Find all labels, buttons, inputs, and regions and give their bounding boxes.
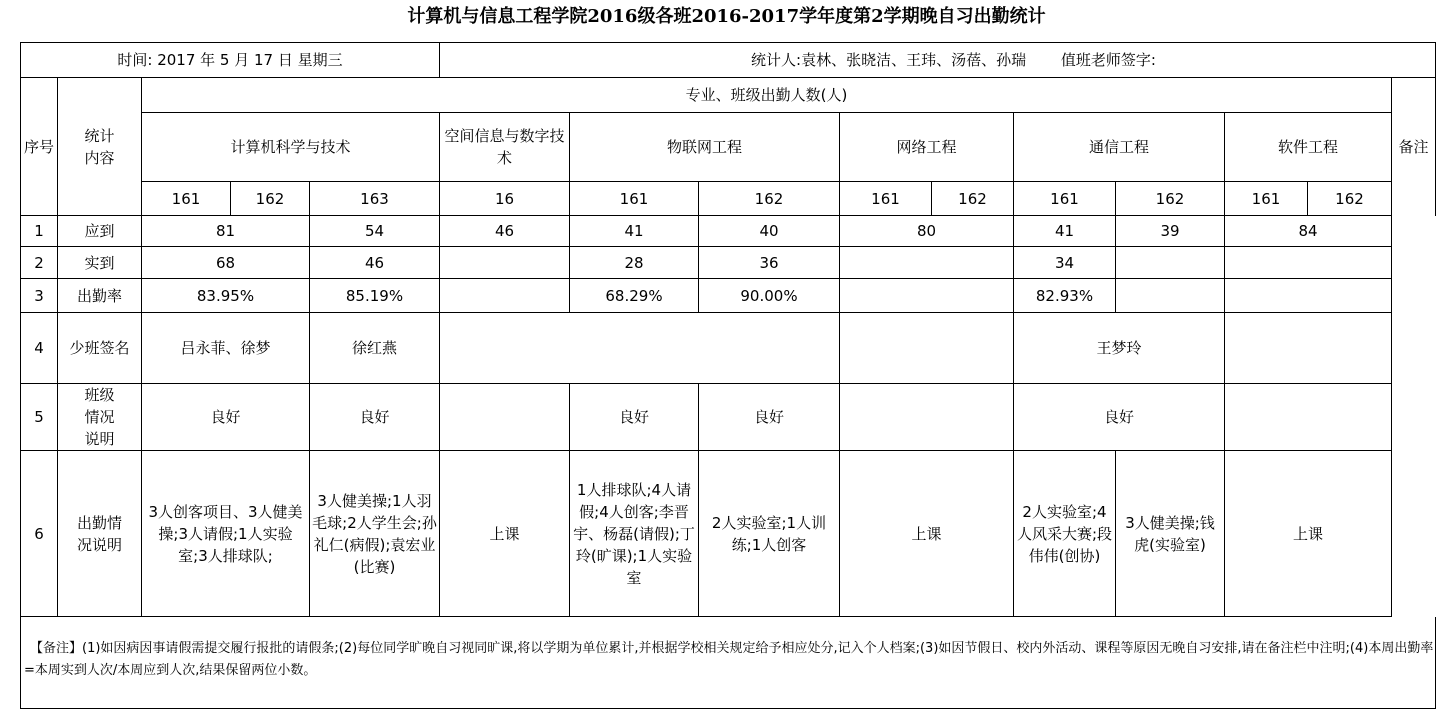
major-cs: 计算机科学与技术 [142, 113, 440, 182]
row-5-label: 班级情况说明 [58, 384, 142, 451]
info-time: 时间: 2017 年 5 月 17 日 星期三 [21, 43, 440, 78]
cell [440, 247, 570, 279]
cell: 40 [699, 216, 840, 247]
cell: 良好 [310, 384, 440, 451]
cell: 80 [840, 216, 1014, 247]
cell: 84 [1225, 216, 1392, 247]
header-remark: 备注 [1392, 78, 1436, 216]
cell: 徐红燕 [310, 313, 440, 384]
row-4-seq: 4 [21, 313, 58, 384]
cell: 良好 [142, 384, 310, 451]
header-content: 统计内容 [58, 78, 142, 216]
cell: 46 [440, 216, 570, 247]
cell: 3人创客项目、3人健美操;3人请假;1人实验室;3人排球队; [142, 451, 310, 617]
row-5-seq: 5 [21, 384, 58, 451]
class-net-162: 162 [932, 182, 1014, 216]
cell [840, 313, 1014, 384]
class-iot-161: 161 [570, 182, 699, 216]
row-2-seq: 2 [21, 247, 58, 279]
cell: 41 [570, 216, 699, 247]
cell: 28 [570, 247, 699, 279]
class-cs-163: 163 [310, 182, 440, 216]
class-cs-161: 161 [142, 182, 231, 216]
cell: 83.95% [142, 279, 310, 313]
cell: 上课 [840, 451, 1014, 617]
row-6-label: 出勤情况说明 [58, 451, 142, 617]
cell: 2人实验室;1人训练;1人创客 [699, 451, 840, 617]
class-soft-162: 162 [1308, 182, 1392, 216]
cell: 90.00% [699, 279, 840, 313]
cell: 3人健美操;1人羽毛球;2人学生会;孙礼仁(病假);袁宏业(比赛) [310, 451, 440, 617]
cell: 3人健美操;钱虎(实验室) [1116, 451, 1225, 617]
cell: 上课 [1225, 451, 1392, 617]
cell: 良好 [1014, 384, 1225, 451]
cell: 68.29% [570, 279, 699, 313]
cell: 68 [142, 247, 310, 279]
attendance-table [20, 42, 1436, 709]
major-spatial: 空间信息与数字技术 [440, 113, 570, 182]
header-group: 专业、班级出勤人数(人) [142, 78, 1392, 113]
major-network: 网络工程 [840, 113, 1014, 182]
cell [1225, 247, 1392, 279]
info-stat-cell [440, 43, 1436, 78]
cell: 吕永菲、徐梦 [142, 313, 310, 384]
class-cs-162: 162 [231, 182, 310, 216]
info-stat: 统计人:袁林、张晓洁、王玮、汤蓓、孙瑞 [751, 51, 1027, 69]
row-2-label: 实到 [58, 247, 142, 279]
cell: 1人排球队;4人请假;4人创客;李晋宇、杨磊(请假);丁玲(旷课);1人实验室 [570, 451, 699, 617]
cell: 82.93% [1014, 279, 1116, 313]
cell [1116, 247, 1225, 279]
cell: 2人实验室;4人风采大赛;段伟伟(创协) [1014, 451, 1116, 617]
cell: 39 [1116, 216, 1225, 247]
class-net-161: 161 [840, 182, 932, 216]
cell [440, 279, 570, 313]
cell [1225, 313, 1392, 384]
row-1-seq: 1 [21, 216, 58, 247]
cell: 81 [142, 216, 310, 247]
row-1-label: 应到 [58, 216, 142, 247]
cell: 34 [1014, 247, 1116, 279]
major-telecom: 通信工程 [1014, 113, 1225, 182]
cell [1225, 384, 1392, 451]
cell: 54 [310, 216, 440, 247]
header-seq: 序号 [21, 78, 58, 216]
note-text: 【备注】(1)如因病因事请假需提交履行报批的请假条;(2)每位同学旷晚自习视同旷课,将以学期为单位累计,并根据学校相关规定给予相应处分,记入个人档案;(3)如因节假日、校内外活动、课程等原因无晚自习安排,请在备注栏中注明;(4)本周出勤率=本周实到人次/本周应到人次,结果保留两位小数。 [24, 641, 1434, 678]
cell [1116, 279, 1225, 313]
cell: 46 [310, 247, 440, 279]
class-tel-161: 161 [1014, 182, 1116, 216]
row-3-seq: 3 [21, 279, 58, 313]
cell: 上课 [440, 451, 570, 617]
class-iot-162: 162 [699, 182, 840, 216]
major-software: 软件工程 [1225, 113, 1392, 182]
cell [840, 247, 1014, 279]
cell [440, 313, 840, 384]
cell [440, 384, 570, 451]
class-soft-161: 161 [1225, 182, 1308, 216]
page-title: 计算机与信息工程学院2016级各班2016-2017学年度第2学期晚自习出勤统计 [407, 6, 1046, 27]
cell: 85.19% [310, 279, 440, 313]
cell: 良好 [570, 384, 699, 451]
cell [1225, 279, 1392, 313]
cell: 良好 [699, 384, 840, 451]
cell: 王梦玲 [1014, 313, 1225, 384]
info-teacher-sign: 值班老师签字: [1060, 51, 1156, 69]
major-iot: 物联网工程 [570, 113, 840, 182]
cell: 41 [1014, 216, 1116, 247]
row-4-label: 少班签名 [58, 313, 142, 384]
row-3-label: 出勤率 [58, 279, 142, 313]
row-6-seq: 6 [21, 451, 58, 617]
cell: 36 [699, 247, 840, 279]
cell [840, 384, 1014, 451]
cell [840, 279, 1014, 313]
class-sp-16: 16 [440, 182, 570, 216]
class-tel-162: 162 [1116, 182, 1225, 216]
